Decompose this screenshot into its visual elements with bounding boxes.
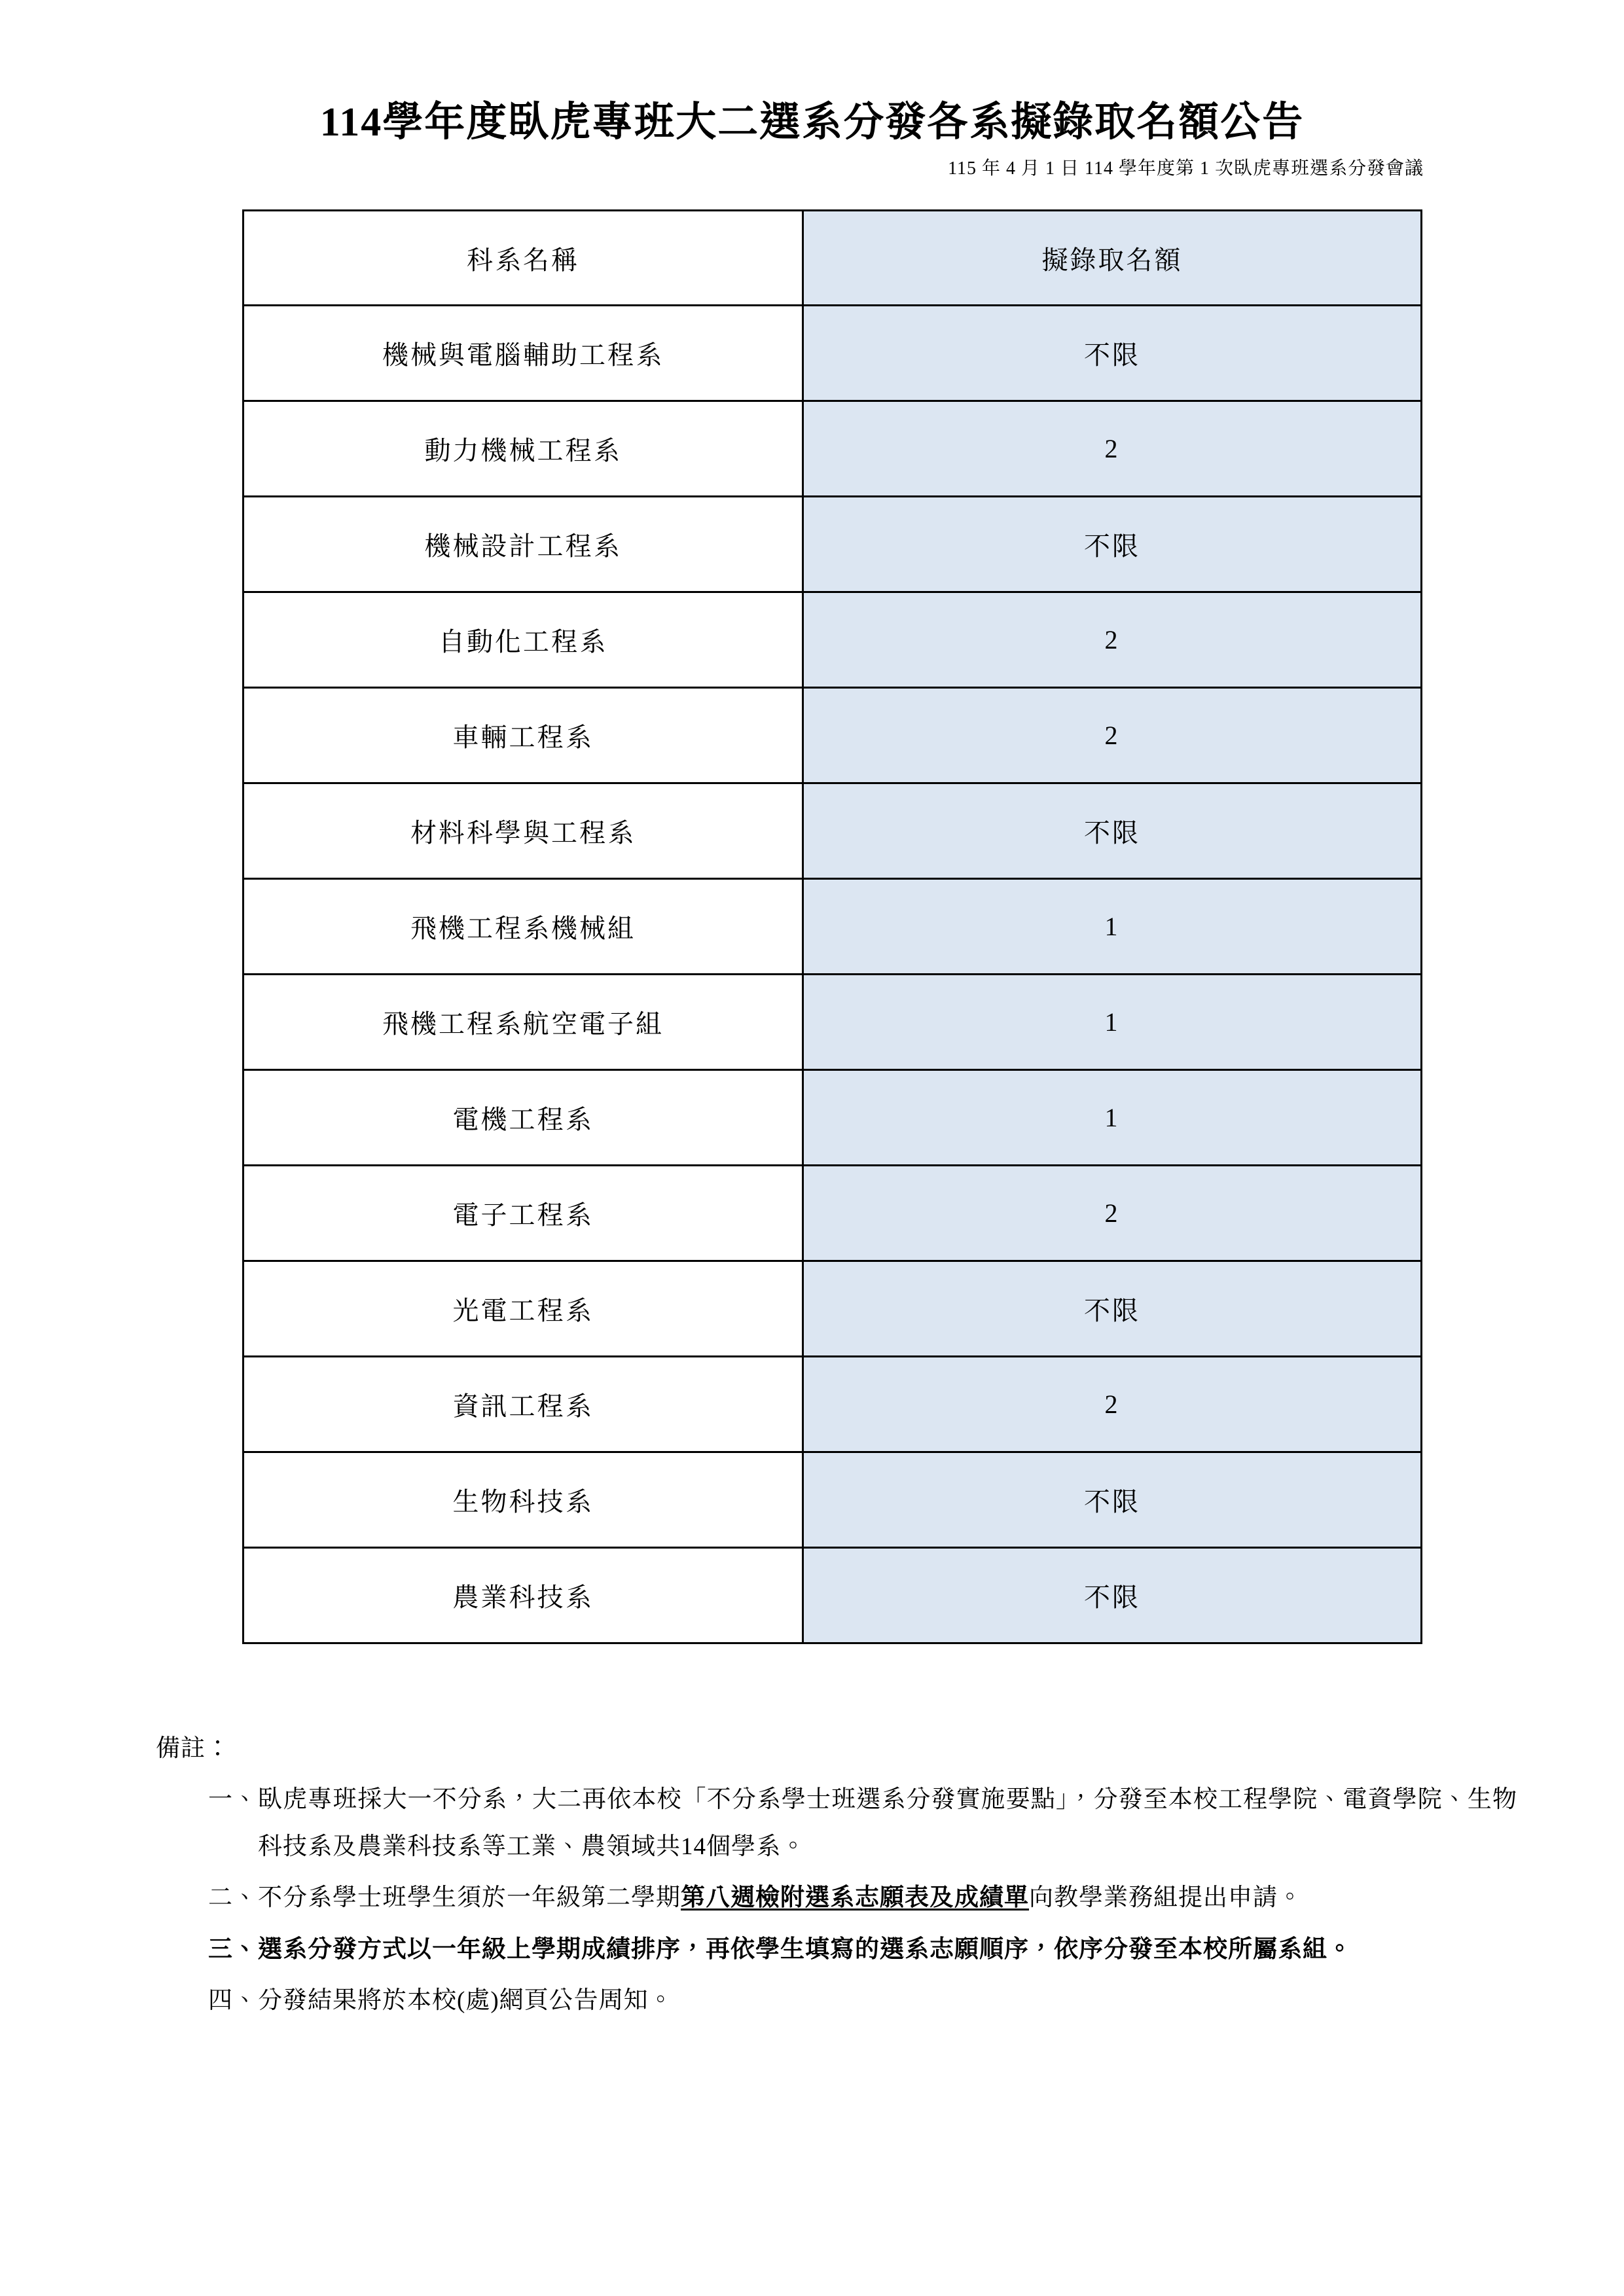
cell-quota: 不限 <box>803 1548 1422 1643</box>
table-row <box>244 1070 1422 1166</box>
table-row <box>244 1261 1422 1357</box>
meeting-reference-line: 115 年 4 月 1 日 114 學年度第 1 次臥虎專班選系分發會議 <box>948 158 1424 179</box>
note-marker: 二、 <box>208 1884 258 1912</box>
cell-quota: 1 <box>803 879 1422 975</box>
cell-quota: 2 <box>803 401 1422 497</box>
cell-department: 生物科技系 <box>244 1452 803 1548</box>
cell-department: 農業科技系 <box>244 1548 803 1643</box>
cell-department: 光電工程系 <box>244 1261 803 1357</box>
cell-quota: 不限 <box>803 1452 1422 1548</box>
note-marker: 四、 <box>208 1986 258 2014</box>
cell-department: 機械與電腦輔助工程系 <box>244 306 803 401</box>
table-row <box>244 497 1422 592</box>
cell-quota: 1 <box>803 975 1422 1070</box>
note-marker: 三、 <box>208 1935 258 1963</box>
table-body <box>244 306 1422 1643</box>
cell-department: 動力機械工程系 <box>244 401 803 497</box>
note-item <box>208 1874 1517 1922</box>
cell-department: 電機工程系 <box>244 1070 803 1166</box>
note-text <box>258 1776 1517 1871</box>
cell-quota: 1 <box>803 1070 1422 1166</box>
cell-quota: 不限 <box>803 306 1422 401</box>
cell-department: 自動化工程系 <box>244 592 803 688</box>
cell-quota: 2 <box>803 592 1422 688</box>
notes-list <box>156 1776 1517 2024</box>
note-marker: 一、 <box>208 1786 258 1814</box>
cell-quota: 2 <box>803 688 1422 783</box>
note-text-segment: 選系分發方式以一年級上學期成績排序，再依學生填寫的選系志願順序，依序分發至本校所屬系組。 <box>258 1935 1352 1963</box>
cell-department: 電子工程系 <box>244 1166 803 1261</box>
cell-department: 機械設計工程系 <box>244 497 803 592</box>
table-row <box>244 1452 1422 1548</box>
cell-department: 資訊工程系 <box>244 1357 803 1452</box>
table-header-row <box>244 211 1422 306</box>
table-row <box>244 688 1422 783</box>
page-title: 114學年度臥虎專班大二選系分發各系擬錄取名額公告 <box>319 99 1305 145</box>
table-row <box>244 1166 1422 1261</box>
cell-department: 車輛工程系 <box>244 688 803 783</box>
table-row <box>244 783 1422 879</box>
note-text-segment: 臥虎專班採大一不分系，大二再依本校「不分系學士班選系分發實施要點」，分發至本校工程學院、電資學院、生物科技系及農業科技系等工業、農領域共14個學系。 <box>258 1786 1517 1861</box>
quota-table <box>242 209 1422 1644</box>
table-row <box>244 401 1422 497</box>
table-row <box>244 306 1422 401</box>
cell-department: 飛機工程系機械組 <box>244 879 803 975</box>
note-item <box>208 1926 1517 1973</box>
table-row <box>244 1548 1422 1643</box>
cell-department: 飛機工程系航空電子組 <box>244 975 803 1070</box>
notes-section <box>156 1725 1517 2028</box>
note-text <box>258 1874 1517 1922</box>
table-header <box>244 211 1422 306</box>
note-item <box>208 1977 1517 2024</box>
note-emphasis-segment: 第八週檢附選系志願表及成績單 <box>681 1884 1029 1912</box>
cell-quota: 不限 <box>803 783 1422 879</box>
table-row <box>244 592 1422 688</box>
note-text <box>258 1977 1517 2024</box>
notes-label: 備註： <box>156 1735 230 1762</box>
note-text-segment: 向教學業務組提出申請。 <box>1029 1884 1303 1912</box>
cell-quota: 2 <box>803 1357 1422 1452</box>
column-header-quota: 擬錄取名額 <box>803 211 1422 306</box>
note-text-segment: 分發結果將於本校(處)網頁公告周知。 <box>258 1986 674 2014</box>
cell-quota: 不限 <box>803 1261 1422 1357</box>
table-row <box>244 1357 1422 1452</box>
cell-quota: 不限 <box>803 497 1422 592</box>
cell-department: 材料科學與工程系 <box>244 783 803 879</box>
table-row <box>244 975 1422 1070</box>
table-row <box>244 879 1422 975</box>
note-text-segment: 不分系學士班學生須於一年級第二學期 <box>258 1884 681 1912</box>
cell-quota: 2 <box>803 1166 1422 1261</box>
note-item <box>208 1776 1517 1871</box>
note-text <box>258 1926 1517 1973</box>
column-header-department: 科系名稱 <box>244 211 803 306</box>
